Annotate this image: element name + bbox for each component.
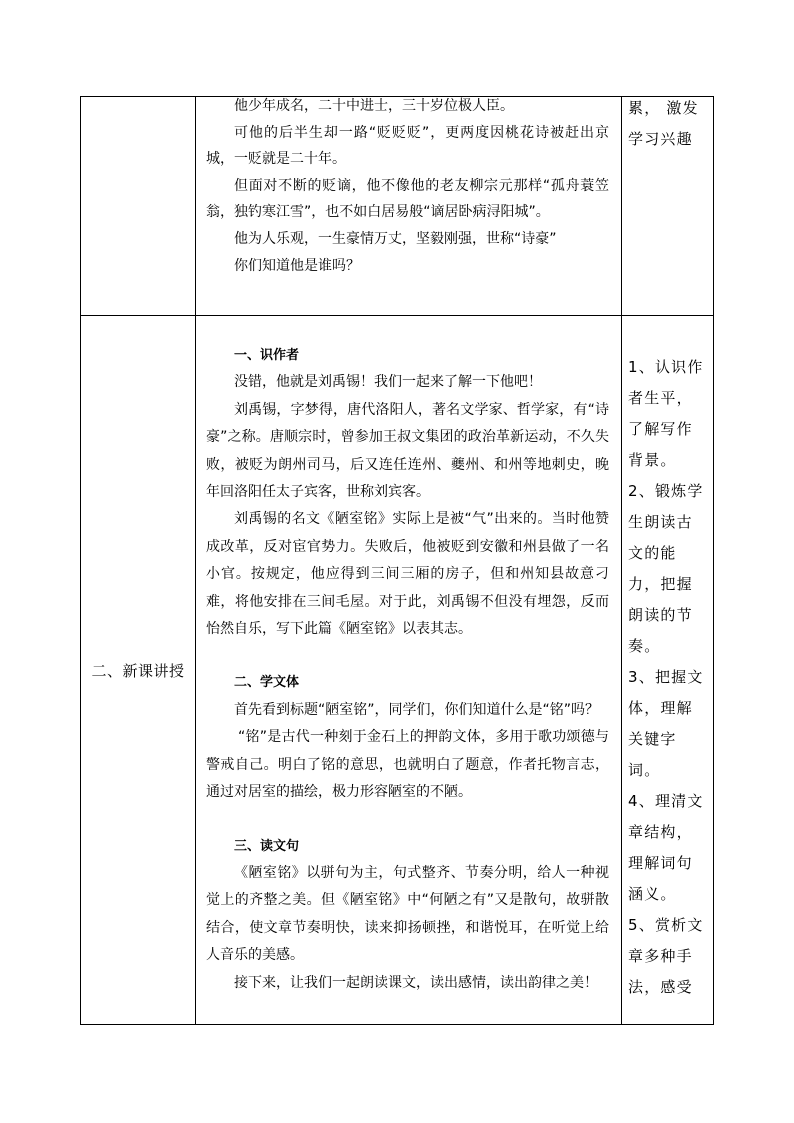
aim-line: 力，把握 (628, 575, 693, 593)
aim-cell (622, 97, 714, 316)
aim-line: 理解词句 (628, 854, 693, 872)
paragraph: 首先看到标题“陋室铭”，同学们，你们知道什么是“铭”吗？ (234, 701, 600, 718)
stage-cell (81, 97, 196, 316)
aim-line: 涵义。 (628, 885, 677, 903)
paragraph: 接下来，让我们一起朗读课文，读出感情，读出韵律之美！ (234, 974, 598, 991)
aim-line: 文的能 (628, 544, 677, 562)
aim-line: 学习兴趣 (628, 130, 693, 148)
aim-line: 1、认识作 (628, 358, 704, 376)
aim-line: 者生平， (628, 389, 693, 407)
paragraph: 他为人乐观，一生豪情万丈，坚毅刚强，世称“诗豪” (234, 230, 557, 247)
aim-line: 2、锻炼学 (628, 482, 704, 500)
stage-cell: 二、新课讲授 (81, 316, 196, 1025)
aim-cell (622, 316, 714, 1025)
paragraph: 没错，他就是刘禹锡！我们一起来了解一下他吧！ (234, 374, 542, 391)
paragraph: 《陋室铭》以骈句为主，句式整齐、节奏分明，给人一种视觉上的齐整之美。但《陋室铭》中“何陋之有”又是散句，故骈散结合，使文章节奏明快，读来抑扬顿挫，和谐悦耳，在听觉上给人音乐的美感。 (206, 864, 609, 964)
aim-line: 3、把握文 (628, 668, 704, 686)
paragraph: 刘禹锡的名文《陋室铭》实际上是被“气”出来的。当时他赞成改革，反对宦官势力。失败后，他被贬到安徽和州县做了一名小官。按规定，他应得到三间三厢的房子，但和州知县故意刁难，将他安排在三间毛屋。对于此，刘禹锡不但没有埋怨，反而怡然自乐，写下此篇《陋室铭》以表其志。 (206, 511, 609, 638)
aim-line: 法，感受 (628, 978, 693, 996)
aim-line: 关键字 (628, 730, 677, 748)
paragraph: 刘禹锡，字梦得，唐代洛阳人，著名文学家、哲学家，有“诗豪”之称。唐顺宗时，曾参加王叔文集团的政治革新运动，不久失败，被贬为朗州司马，后又连任连州、夔州、和州等地刺史，晚年回洛阳任太子宾客，世称刘宾客。 (206, 401, 609, 501)
aim-line: 5、赏析文 (628, 916, 704, 934)
content-cell (196, 97, 622, 316)
section-heading: 二、学文体 (234, 675, 300, 691)
table-row (81, 316, 714, 1025)
table-row (81, 97, 714, 316)
paragraph: 他少年成名，二十中进士，三十岁位极人臣。 (234, 98, 514, 114)
aim-line: 词。 (628, 761, 661, 779)
aim-line: 了解写作 (628, 420, 693, 438)
section-heading: 三、读文句 (234, 838, 300, 854)
section-heading: 一、识作者 (234, 348, 300, 363)
paragraph: 可他的后半生却一路“贬贬贬”，更两度因桃花诗被赶出京城，一贬就是二十年。 (206, 124, 609, 168)
aim-line: 章结构， (628, 823, 693, 841)
lesson-plan-table (80, 96, 714, 1025)
paragraph: 你们知道他是谁吗？ (234, 257, 360, 274)
paragraph: 但面对不断的贬谪，他不像他的老友柳宗元那样“孤舟蓑笠翁，独钓寒江雪”，也不如白居易般“谪居卧病浔阳城”。 (206, 177, 609, 221)
aim-line: 背景。 (628, 451, 677, 469)
paragraph: “铭”是古代一种刻于金石上的押韵文体，多用于歌功颂德与警戒自己。明白了铭的意思，也就明白了题意，作者托物言志，通过对居室的描绘，极力形容陋室的不陋。 (206, 729, 609, 801)
aim-line: 4、理清文 (628, 792, 704, 810)
aim-line: 朗读的节 (628, 606, 693, 624)
aim-line: 体，理解 (628, 699, 693, 717)
aim-line: 生朗读古 (628, 513, 693, 531)
content-cell (196, 316, 622, 1025)
aim-line: 奏。 (628, 637, 661, 655)
aim-line: 章多种手 (628, 947, 693, 965)
aim-line: 累， 激发 (628, 99, 699, 117)
